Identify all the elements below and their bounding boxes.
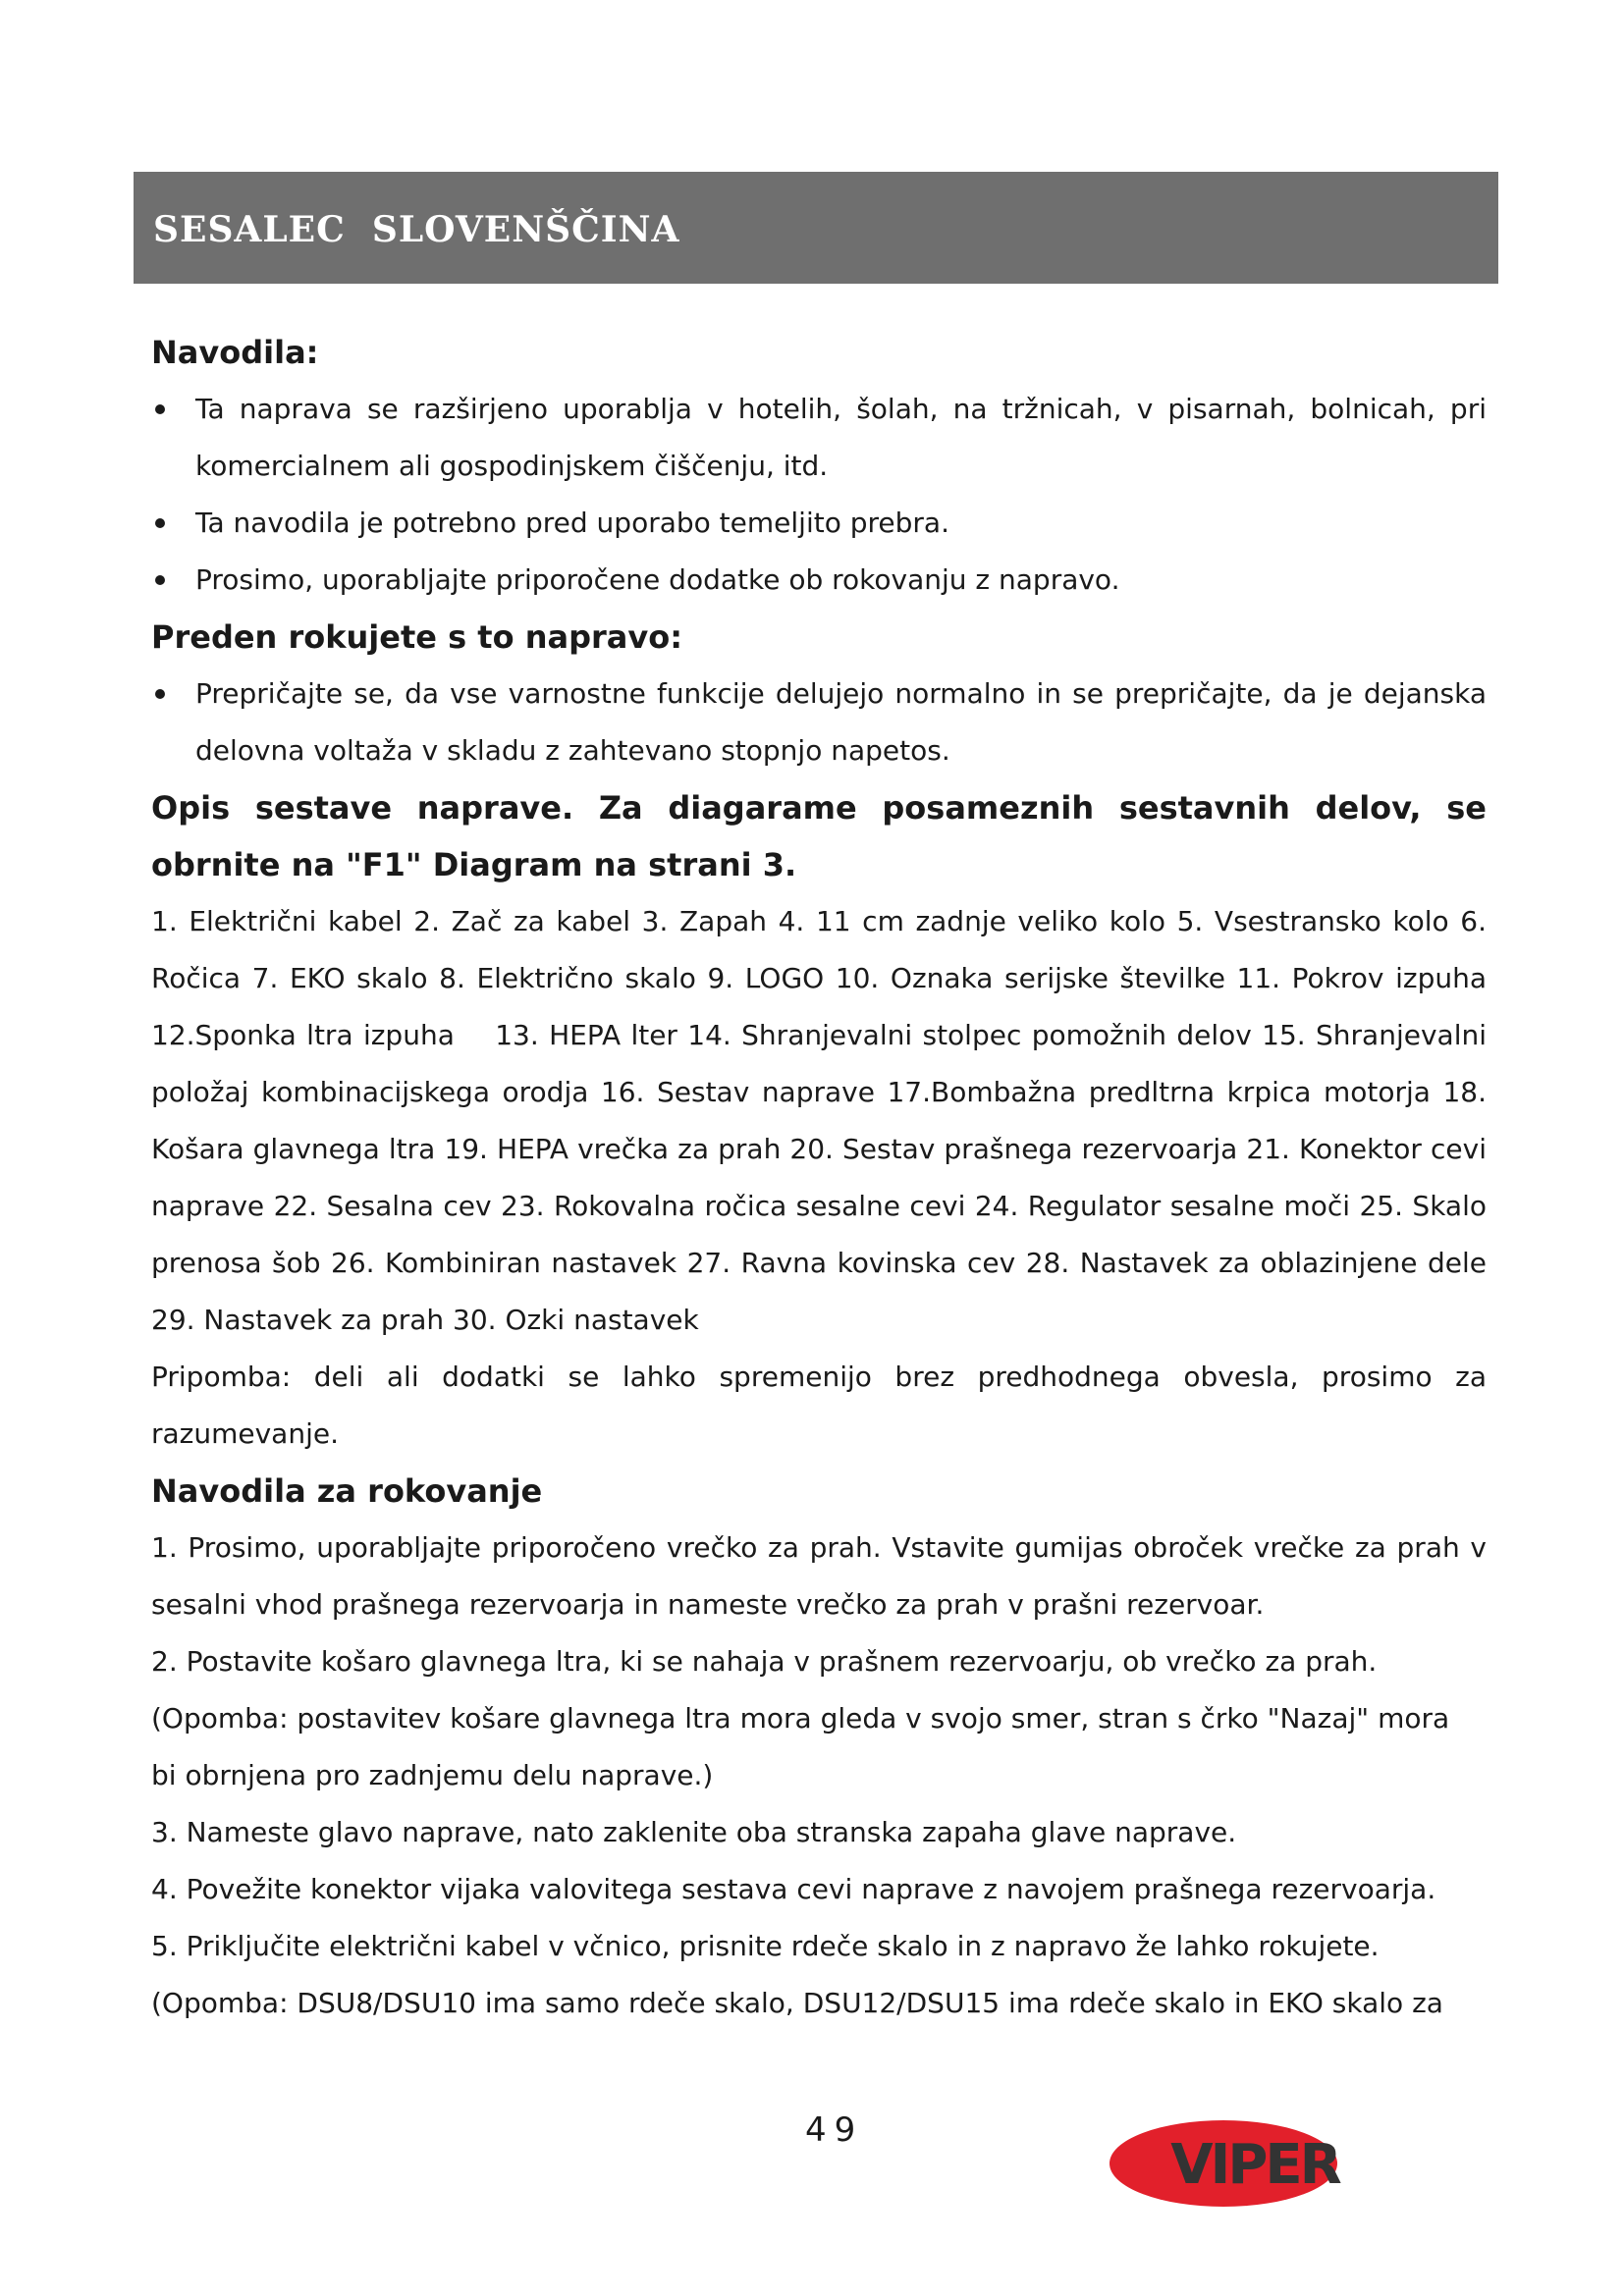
page-title: SESALEC SLOVENŠČINA	[153, 209, 680, 250]
bullet-icon	[155, 518, 165, 528]
note-text: Pripomba: deli ali dodatki se lahko spremenijo brez predhodnega obvesla, prosimo za razumevanje.	[151, 1361, 1487, 1450]
operation-step-5-note: (Opomba: DSU8/DSU10 ima samo rdeče skalo, DSU12/DSU15 ima rdeče skalo in EKO skalo za	[151, 1987, 1443, 2019]
before-use-list	[151, 666, 1487, 779]
parts-list-text: 1. Električni kabel 2. Zač za kabel 3. Zapah 4. 11 cm zadnje veliko kolo 5. Vsestransko kolo 6. Ročica 7. EKO skalo 8. Električno skalo 9. LOGO 10. Oznaka serijske številke 11. Pokrov izpuha 12.Sponka ltra izpuha 13. HEPA lter 14. Shranjevalni stolpec pomožnih delov 15. Shranjevalni položaj kombinacijskega orodja 16. Sestav naprave 17.Bombažna predltrna krpica motorja 18. Košara glavnega ltra 19. HEPA vrečka za prah 20. Sestav prašnega rezervoarja 21. Konektor cevi naprave 22. Sesalna cev 23. Rokovalna ročica sesalne cevi 24. Regulator sesalne moči 25. Skalo prenosa šob 26. Kombiniran nastavek 27. Ravna kovinska cev 28. Nastavek za oblazinjene dele 29. Nastavek za prah 30. Ozki nastavek	[151, 905, 1495, 1336]
list-item: Ta navodila je potrebno pred uporabo temeljito prebra.	[151, 495, 1487, 552]
operation-step-2: 2. Postavite košaro glavnega ltra, ki se nahaja v prašnem rezervoarju, ob vrečko za prah.	[151, 1645, 1378, 1678]
page-number: 49	[805, 2110, 864, 2150]
bullet-icon	[155, 575, 165, 585]
logo-text: VIPER	[1170, 2133, 1339, 2197]
bullet-icon	[155, 689, 165, 699]
instructions-heading: Navodila:	[151, 334, 319, 371]
main-content	[151, 324, 1495, 2032]
instructions-list	[151, 381, 1487, 609]
operation-step-3: 3. Nameste glavo naprave, nato zaklenite oba stranska zapaha glave naprave.	[151, 1816, 1237, 1848]
operation-step-2-note-cont: bi obrnjena pro zadnjemu delu naprave.)	[151, 1759, 714, 1791]
operation-step-5: 5. Priključite električni kabel v včnico, prisnite rdeče skalo in z napravo že lahko rokujete.	[151, 1930, 1380, 1962]
list-item: Prepričajte se, da vse varnostne funkcije delujejo normalno in se prepričajte, da je dejanska delovna voltaža v skladu z zahtevano stopnjo napetos.	[151, 666, 1487, 779]
operation-heading: Navodila za rokovanje	[151, 1472, 543, 1510]
description-heading: Opis sestave naprave. Za diagarame posameznih sestavnih delov, se obrnite na "F1" Diagram na strani 3.	[151, 789, 1487, 883]
section-header-bar	[134, 172, 1498, 284]
operation-step-2-note: (Opomba: postavitev košare glavnega ltra mora gleda v svojo smer, stran s črko "Nazaj" mora	[151, 1702, 1450, 1735]
list-item: Ta naprava se razširjeno uporablja v hotelih, šolah, na tržnicah, v pisarnah, bolnicah, pri komercialnem ali gospodinjskem čiščenju, itd.	[151, 381, 1487, 495]
viper-logo	[1108, 2118, 1392, 2209]
operation-step-4: 4. Povežite konektor vijaka valovitega sestava cevi naprave z navojem prašnega rezervoarja.	[151, 1873, 1436, 1905]
operation-step-1: 1. Prosimo, uporabljajte priporočeno vrečko za prah. Vstavite gumijas obroček vrečke za prah v sesalni vhod prašnega rezervoarja in nameste vrečko za prah v prašni rezervoar.	[151, 1531, 1487, 1621]
before-use-heading: Preden rokujete s to napravo:	[151, 618, 683, 656]
list-item: Prosimo, uporabljajte priporočene dodatke ob rokovanju z napravo.	[151, 552, 1487, 609]
bullet-icon	[155, 404, 165, 414]
